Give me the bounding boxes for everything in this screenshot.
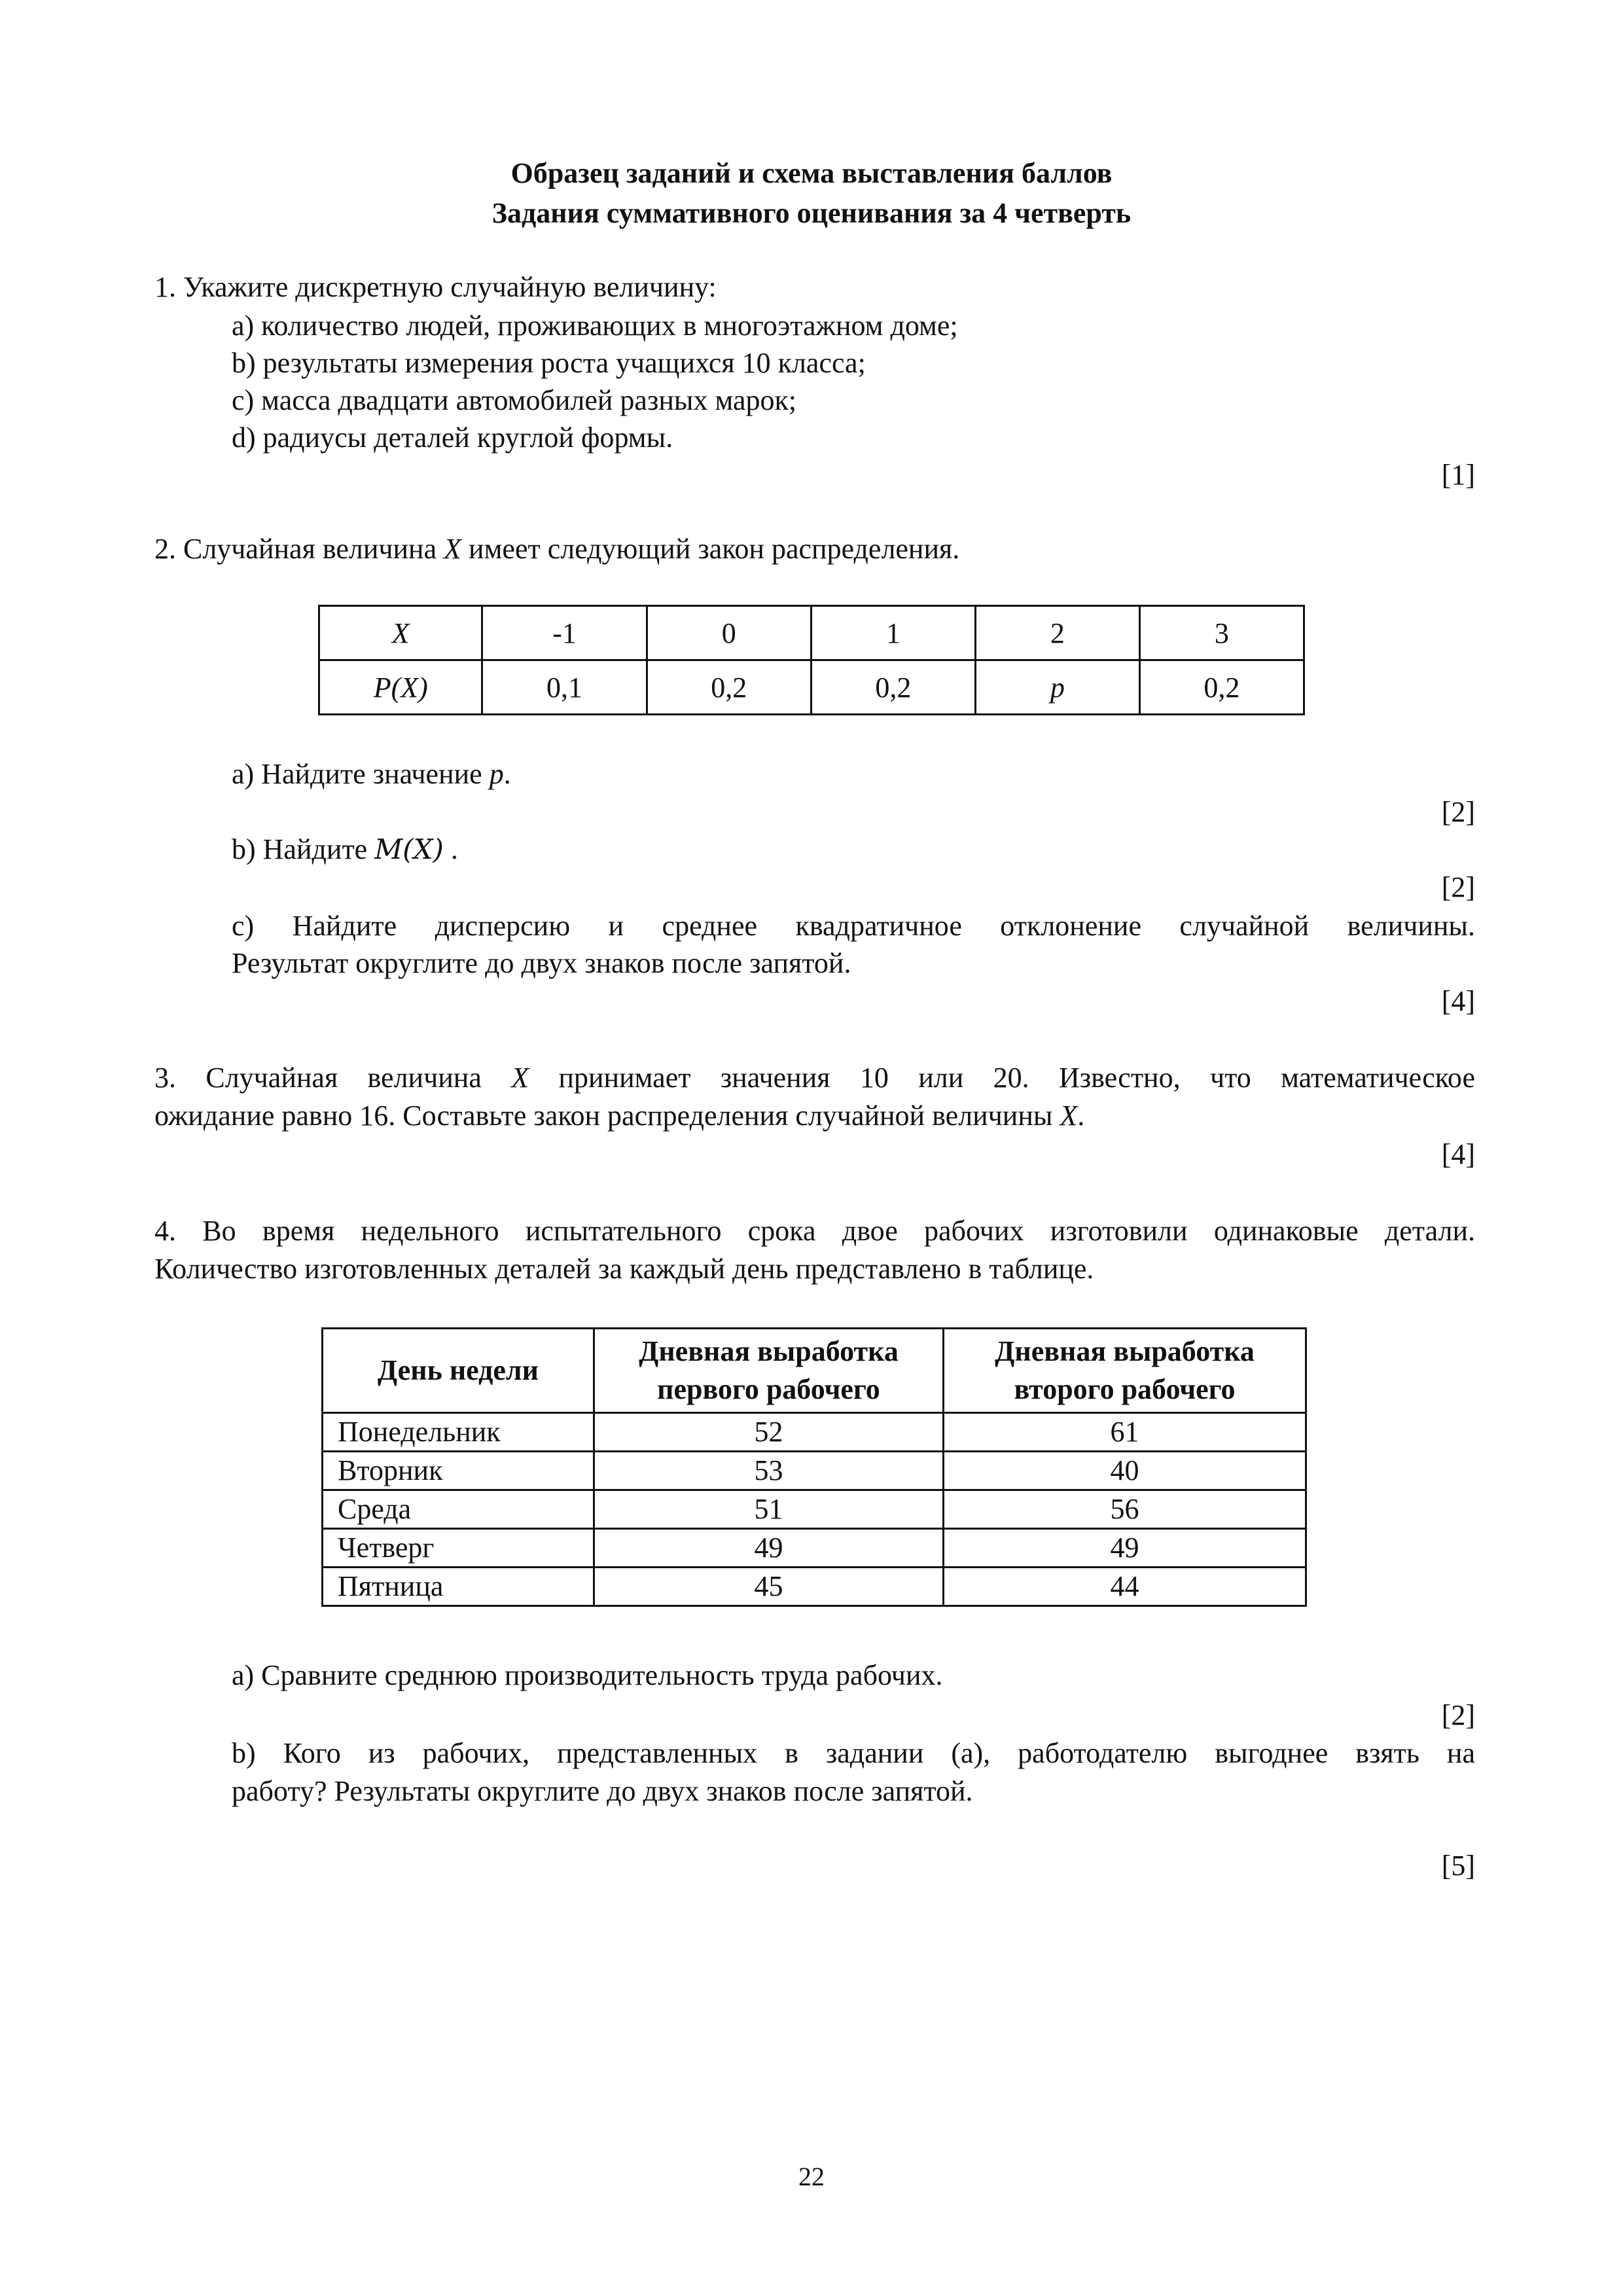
page-number: 22	[798, 2162, 825, 2191]
document-title: Образец заданий и схема выставления баллов	[510, 157, 1113, 189]
q2-prompt-start: 2. Случайная величина	[154, 533, 444, 565]
production-header-second-l2: второго рабочего	[1014, 1373, 1236, 1405]
q1-prompt: 1. Укажите дискретную случайную величину:	[154, 271, 717, 303]
distribution-cell: p	[975, 660, 1139, 715]
production-day: Понедельник	[323, 1413, 594, 1452]
q1-option-b: b) результаты измерения роста учащихся 10 класса;	[232, 347, 866, 379]
q2-part-b	[232, 831, 458, 869]
q2-var-x: X	[444, 533, 462, 565]
q2-part-b-end: .	[443, 833, 458, 865]
table-row	[323, 1490, 1306, 1529]
q2-prompt-end: имеет следующий закон распределения.	[461, 533, 960, 565]
q2-part-b-score: [2]	[1441, 871, 1475, 903]
q3-line1-start: 3. Случайная величина	[154, 1062, 512, 1094]
q3-line2-end: .	[1077, 1100, 1085, 1132]
production-header-day: День недели	[323, 1329, 594, 1413]
q4-part-b-line1: b) Кого из рабочих, представленных в задании (а), работодателю выгоднее взять на	[232, 1737, 1475, 1769]
q4-part-a-score: [2]	[1441, 1699, 1475, 1731]
q3-score: [4]	[1441, 1138, 1475, 1170]
q3-line1-end: принимает значения 10 или 20. Известно, что математическое	[529, 1062, 1475, 1094]
distribution-cell: 1	[811, 606, 975, 660]
distribution-label-p: P(X)	[319, 660, 482, 715]
production-second: 61	[944, 1413, 1306, 1452]
table-row	[323, 1452, 1306, 1490]
production-first: 45	[594, 1568, 943, 1606]
production-header-first	[594, 1329, 943, 1413]
q2-part-b-text: b) Найдите	[232, 833, 375, 865]
production-day: Четверг	[323, 1529, 594, 1568]
distribution-cell: 0	[647, 606, 811, 660]
production-header-second	[944, 1329, 1306, 1413]
q4-line1: 4. Во время недельного испытательного срока двое рабочих изготовили одинаковые детали.	[154, 1215, 1475, 1247]
q4-line2: Количество изготовленных деталей за каждый день представлено в таблице.	[154, 1253, 1094, 1285]
production-first: 52	[594, 1413, 943, 1452]
distribution-table	[318, 605, 1305, 715]
production-day: Вторник	[323, 1452, 594, 1490]
production-second: 56	[944, 1490, 1306, 1529]
q2-expectation-expr: M(X)	[374, 833, 444, 865]
q1-option-d: d) радиусы деталей круглой формы.	[232, 422, 673, 454]
production-day: Пятница	[323, 1568, 594, 1606]
distribution-cell: -1	[482, 606, 647, 660]
distribution-cell: 0,2	[647, 660, 811, 715]
q2-part-c-score: [4]	[1441, 985, 1475, 1017]
q2-prompt	[154, 530, 959, 568]
q2-part-a	[232, 755, 511, 793]
q1-option-a: a) количество людей, проживающих в многоэтажном доме;	[232, 310, 958, 342]
q1-option-c: c) масса двадцати автомобилей разных марок;	[232, 384, 797, 416]
q3-line1	[154, 1059, 1475, 1097]
production-first: 51	[594, 1490, 943, 1529]
table-row	[323, 1568, 1306, 1606]
production-first: 53	[594, 1452, 943, 1490]
q2-var-p: p	[489, 758, 504, 790]
q2-part-c-line2: Результат округлите до двух знаков после запятой.	[232, 947, 851, 979]
distribution-cell: 3	[1139, 606, 1304, 660]
production-second: 44	[944, 1568, 1306, 1606]
distribution-row-x	[319, 606, 1304, 660]
table-row	[323, 1413, 1306, 1452]
distribution-label-x: X	[319, 606, 482, 660]
distribution-cell: 2	[975, 606, 1139, 660]
q4-part-a: a) Сравните среднюю производительность труда рабочих.	[232, 1659, 943, 1691]
q2-part-a-score: [2]	[1441, 796, 1475, 828]
q3-line2	[154, 1097, 1084, 1135]
q4-part-b-line2: работу? Результаты округлите до двух знаков после запятой.	[232, 1775, 973, 1807]
production-first: 49	[594, 1529, 943, 1568]
distribution-cell: 0,1	[482, 660, 647, 715]
q2-part-c-line1: c) Найдите дисперсию и среднее квадратичное отклонение случайной величины.	[232, 910, 1475, 942]
q2-part-a-text: a) Найдите значение	[232, 758, 490, 790]
document-subtitle: Задания суммативного оценивания за 4 четверть	[491, 197, 1132, 229]
production-day: Среда	[323, 1490, 594, 1529]
q4-part-b-score: [5]	[1441, 1850, 1475, 1882]
q3-line2-start: ожидание равно 16. Составьте закон распределения случайной величины	[154, 1100, 1060, 1132]
production-table	[321, 1327, 1307, 1607]
table-row	[323, 1529, 1306, 1568]
q1-score: [1]	[1441, 459, 1475, 491]
production-header-second-l1: Дневная выработка	[995, 1335, 1255, 1367]
distribution-cell: 0,2	[811, 660, 975, 715]
production-second: 49	[944, 1529, 1306, 1568]
production-header-first-l2: первого рабочего	[657, 1373, 880, 1405]
q3-var-x: X	[511, 1062, 529, 1094]
production-header-first-l1: Дневная выработка	[639, 1335, 899, 1367]
distribution-row-p	[319, 660, 1304, 715]
q3-var-x-2: X	[1060, 1100, 1078, 1132]
distribution-cell: 0,2	[1139, 660, 1304, 715]
production-second: 40	[944, 1452, 1306, 1490]
production-header-row	[323, 1329, 1306, 1413]
q2-part-a-end: .	[503, 758, 511, 790]
